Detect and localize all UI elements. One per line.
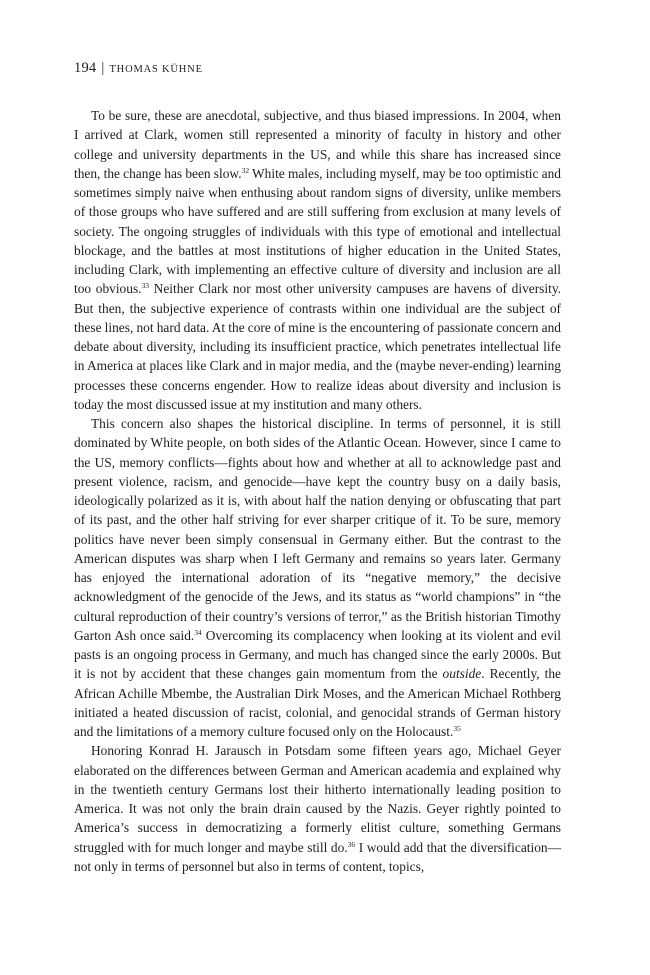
text-span: Overcoming its complacency when looking at its violent and evil pasts is an ongoing process in Germany, and much has changed since the early 2000s. But it is not by accident that these changes gain momentum from the <box>74 627 561 682</box>
italic-text: outside <box>442 666 482 682</box>
text-span: This concern also shapes the historical discipline. In terms of personnel, it is still dominated by White people, on both sides of the Atlantic Ocean. However, since I came to the US, memory conflicts—fights about how and whether at all to acknowledge past and present violence, racism, and genocide—have kept the country busy on a daily basis, ideologically polarized as it is, with about half the nation denying or obfuscating that part of its past, and the other half striving for ever sharper critique of it. To be sure, memory politics have never been simply consensual in Germany either. But the contrast to the American disputes was sharp when I left Germany and remains so years later. Germany has enjoyed the international adoration of its “negative memory,” the decisive acknowledgment of the genocide of the Jews, and its status as “world champions” in “the cultural reproduction of their country’s versions of terror,” as the British historian Timothy Garton Ash once said. <box>74 416 561 643</box>
header-separator: | <box>101 60 105 76</box>
footnote-ref: 34 <box>194 627 202 637</box>
running-head <box>74 60 203 77</box>
footnote-ref: 32 <box>241 165 250 175</box>
paragraph <box>74 106 561 414</box>
footnote-ref: 36 <box>347 839 356 849</box>
text-span: Neither Clark nor most other university campuses are havens of diversity. But then, the subjective experience of contrasts within one individual are the subject of these lines, not hard data. At the core of mine is the encountering of passionate concern and debate about diversity, including its insufficient practice, which penetrates intellectual life in America at places like Clark and in major media, and the (maybe never-ending) learning processes these concerns engender. How to realize ideas about diversity and inclusion is today the most discussed issue at my institution and many others. <box>74 281 561 412</box>
text-span: . Recently, the African Achille Mbembe, the Australian Dirk Moses, and the American Michael Rothberg initiated a heated discussion of racist, colonial, and genocidal strands of German history and the limitations of a memory culture focused only on the Holocaust. <box>74 666 561 739</box>
text-span: White males, including myself, may be too optimistic and sometimes simply naive when enthusing about random signs of diversity, unlike members of those groups who have suffered and are still suffering from exclusion at many levels of society. The ongoing struggles of individuals with this type of emotional and intellectual blockage, and the battles at most institutions of higher education in the United States, including Clark, with implementing an effective culture of diversity and inclusion are all too obvious. <box>74 165 561 297</box>
text-span: Honoring Konrad H. Jarausch in Potsdam some fifteen years ago, Michael Geyer elaborated on the differences between German and American academia and explained why in the twentieth century Germans lost their hitherto internationally leading position to America. It was not only the brain drain caused by the Nazis. Geyer rightly pointed to America’s success in democratizing a formerly elitist culture, something Germans struggled with for much longer and maybe still do. <box>74 743 561 855</box>
page-number: 194 <box>74 60 97 76</box>
paragraph <box>74 741 561 876</box>
body-text <box>74 106 561 876</box>
text-span: I would add that the diversification—not only in terms of personnel but also in terms of content, topics, <box>74 839 561 874</box>
paragraph <box>74 414 561 741</box>
footnote-ref: 35 <box>453 724 461 733</box>
running-head-author: THOMAS KÜHNE <box>109 64 203 75</box>
text-span: To be sure, these are anecdotal, subjective, and thus biased impressions. In 2004, when I arrived at Clark, women still represented a minority of faculty in history and other college and university departments in the US, and while this share has increased since then, the change has been slow. <box>74 108 561 181</box>
footnote-ref: 33 <box>141 281 150 291</box>
